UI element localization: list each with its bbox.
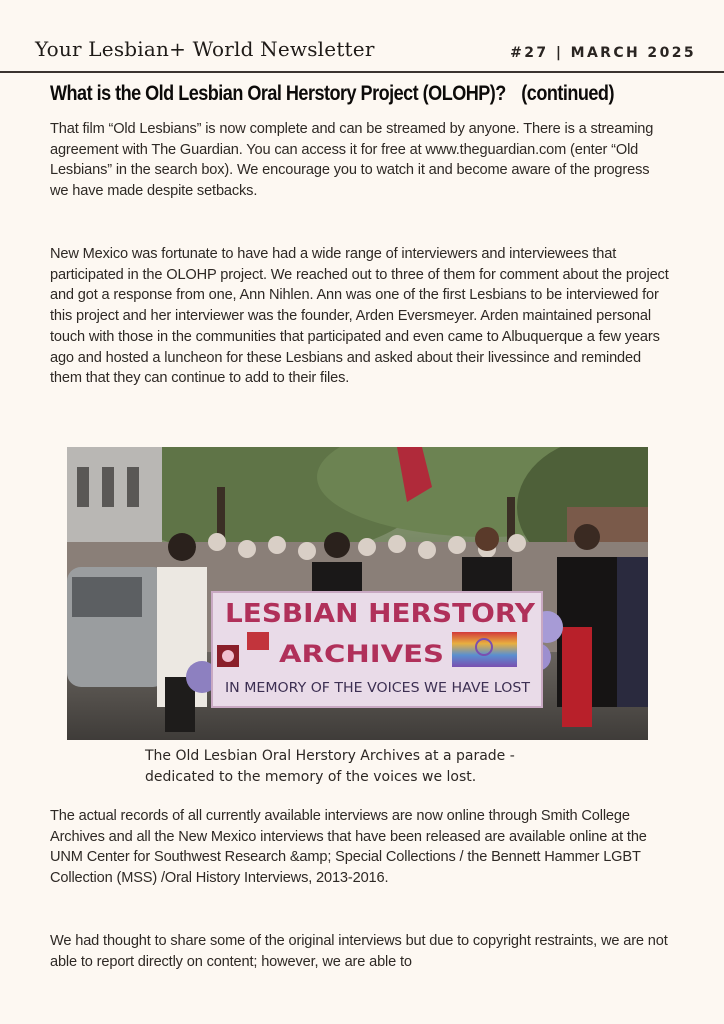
paragraph-copyright: We had thought to share some of the original interviews but due to copyright restraints, we are not able to report directly on content; however, we are able to [50, 933, 668, 970]
article-headline [50, 82, 614, 106]
photo-caption: The Old Lesbian Oral Herstory Archives at a parade - dedicated to the memory of the voices we lost. [145, 748, 515, 785]
banner-line-2: ARCHIVES [279, 640, 444, 668]
paragraph-film: That film “Old Lesbians” is now complete and can be streamed by anyone. There is a streaming agreement with The Guardian. You can access it for free at www.theguardian.com (enter “Old Lesbians” in the search box). We encourage you to watch it and become aware of the progress we have made despite setbacks. [50, 121, 654, 200]
masthead [0, 0, 724, 72]
paragraph-records: The actual records of all currently available interviews are now online through Smith College Archives and all the New Mexico interviews that have been released are available online at the UNM Center for Southwest Research &amp; Special Collections / the Bennett Hammer LGBT Collection (MSS) /Oral History Interviews, 2013-2016. [50, 808, 647, 887]
headline-text: What is the Old Lesbian Oral Herstory Project (OLOHP)? [50, 82, 506, 105]
newsletter-title: Your Lesbian+ World Newsletter [35, 37, 375, 61]
banner-line-1: LESBIAN HERSTORY [225, 599, 537, 629]
parade-photo [67, 447, 648, 740]
paragraph-new-mexico: New Mexico was fortunate to have had a wide range of interviewers and interviewees that participated in the OLOHP project. We reached out to three of them for comment about the project and got a response from one, Ann Nihlen. Ann was one of the first Lesbians to be interviewed for this project and her interviewer was the founder, Arden Eversmeyer. Arden maintained personal touch with those in the communities that participated and even came to Albuquerque a few years ago and hosted a luncheon for these Lesbians and asked about their livessince and reminded them that they can continue to add to their files. [50, 246, 669, 387]
banner-line-3: IN MEMORY OF THE VOICES WE HAVE LOST [225, 681, 531, 696]
header-divider [0, 71, 724, 73]
issue-date: #27 | MARCH 2025 [510, 45, 696, 61]
headline-continued: (continued) [521, 82, 614, 105]
